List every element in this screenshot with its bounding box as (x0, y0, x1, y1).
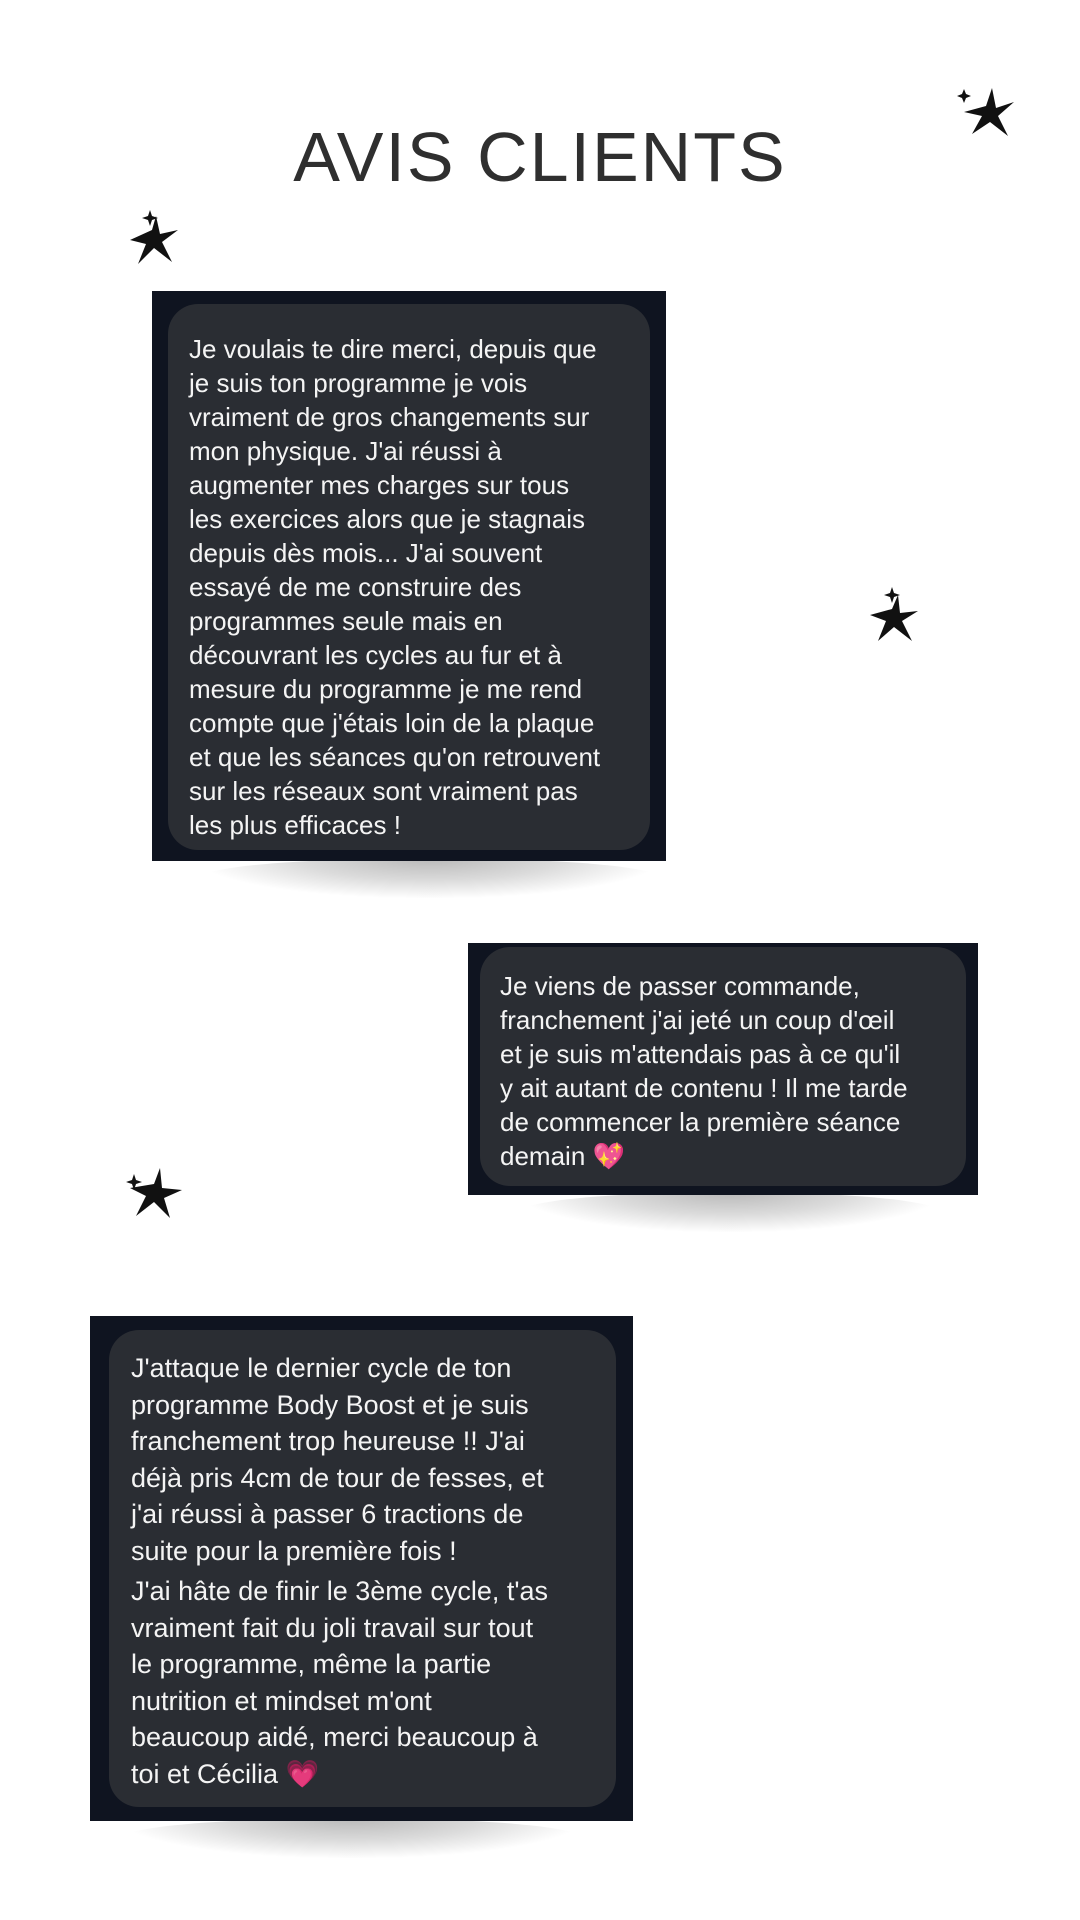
page-title: AVIS CLIENTS (293, 118, 787, 196)
review-text-line: sur les réseaux sont vraiment pas (189, 776, 578, 806)
review-text-line: toi et Cécilia 💗 (131, 1758, 320, 1789)
review-text-line: vraiment fait du joli travail sur tout (131, 1612, 534, 1643)
review-card-2 (468, 943, 978, 1195)
review-text-line: y ait autant de contenu ! Il me tarde (500, 1073, 908, 1103)
review-text-line: compte que j'étais loin de la plaque (189, 708, 595, 738)
review-text-line: J'attaque le dernier cycle de ton (131, 1353, 512, 1383)
review-text-line: programmes seule mais en (189, 606, 503, 636)
card-shadow (200, 858, 660, 898)
review-text-line: mesure du programme je me rend (189, 674, 583, 704)
review-text-line: de commencer la première séance (500, 1107, 901, 1137)
sparkle-icon (950, 78, 1030, 158)
review-text-line: suite pour la première fois ! (131, 1535, 457, 1566)
review-text-line: le programme, même la partie (131, 1649, 492, 1679)
sparkle-icon (120, 1160, 200, 1240)
review-text-line: depuis dès mois... J'ai souvent (189, 538, 543, 568)
review-text-line: les plus efficaces ! (189, 810, 401, 840)
sparkle-icon (120, 210, 200, 290)
review-text-line: et je suis m'attendais pas à ce qu'il (500, 1039, 901, 1069)
review-text-line: les exercices alors que je stagnais (189, 504, 585, 534)
review-text-line: franchement j'ai jeté un coup d'œil (500, 1005, 895, 1035)
review-text-line: J'ai hâte de finir le 3ème cycle, t'as (131, 1576, 549, 1606)
review-text-line: et que les séances qu'on retrouvent (189, 742, 601, 772)
review-text-line: programme Body Boost et je suis (131, 1389, 529, 1420)
review-text-line: Je viens de passer commande, (500, 971, 860, 1001)
sparkle-icon (862, 585, 942, 665)
review-text-line: je suis ton programme je vois (189, 368, 528, 398)
review-text-line: vraiment de gros changements sur (189, 402, 590, 432)
review-bubble (480, 947, 966, 1186)
card-shadow (520, 1192, 940, 1232)
review-text-line: essayé de me construire des (189, 572, 522, 602)
review-text-line: demain 💖 (500, 1141, 625, 1171)
review-text-line: Je voulais te dire merci, depuis que (189, 334, 597, 364)
review-text-line: franchement trop heureuse !! J'ai (131, 1426, 525, 1456)
review-text-line: mon physique. J'ai réussi à (189, 436, 502, 466)
review-text-line: découvrant les cycles au fur et à (189, 640, 562, 670)
review-text-line: j'ai réussi à passer 6 tractions de (131, 1499, 524, 1529)
review-text-line: nutrition et mindset m'ont (131, 1685, 432, 1716)
review-text-line: augmenter mes charges sur tous (189, 470, 570, 500)
review-text-line: beaucoup aidé, merci beaucoup à (131, 1722, 538, 1752)
review-bubble (168, 304, 650, 850)
review-card-1 (152, 291, 666, 861)
card-shadow (122, 1818, 582, 1858)
review-text-line: déjà pris 4cm de tour de fesses, et (131, 1462, 544, 1493)
review-bubble (109, 1330, 616, 1807)
review-card-3 (90, 1316, 633, 1821)
